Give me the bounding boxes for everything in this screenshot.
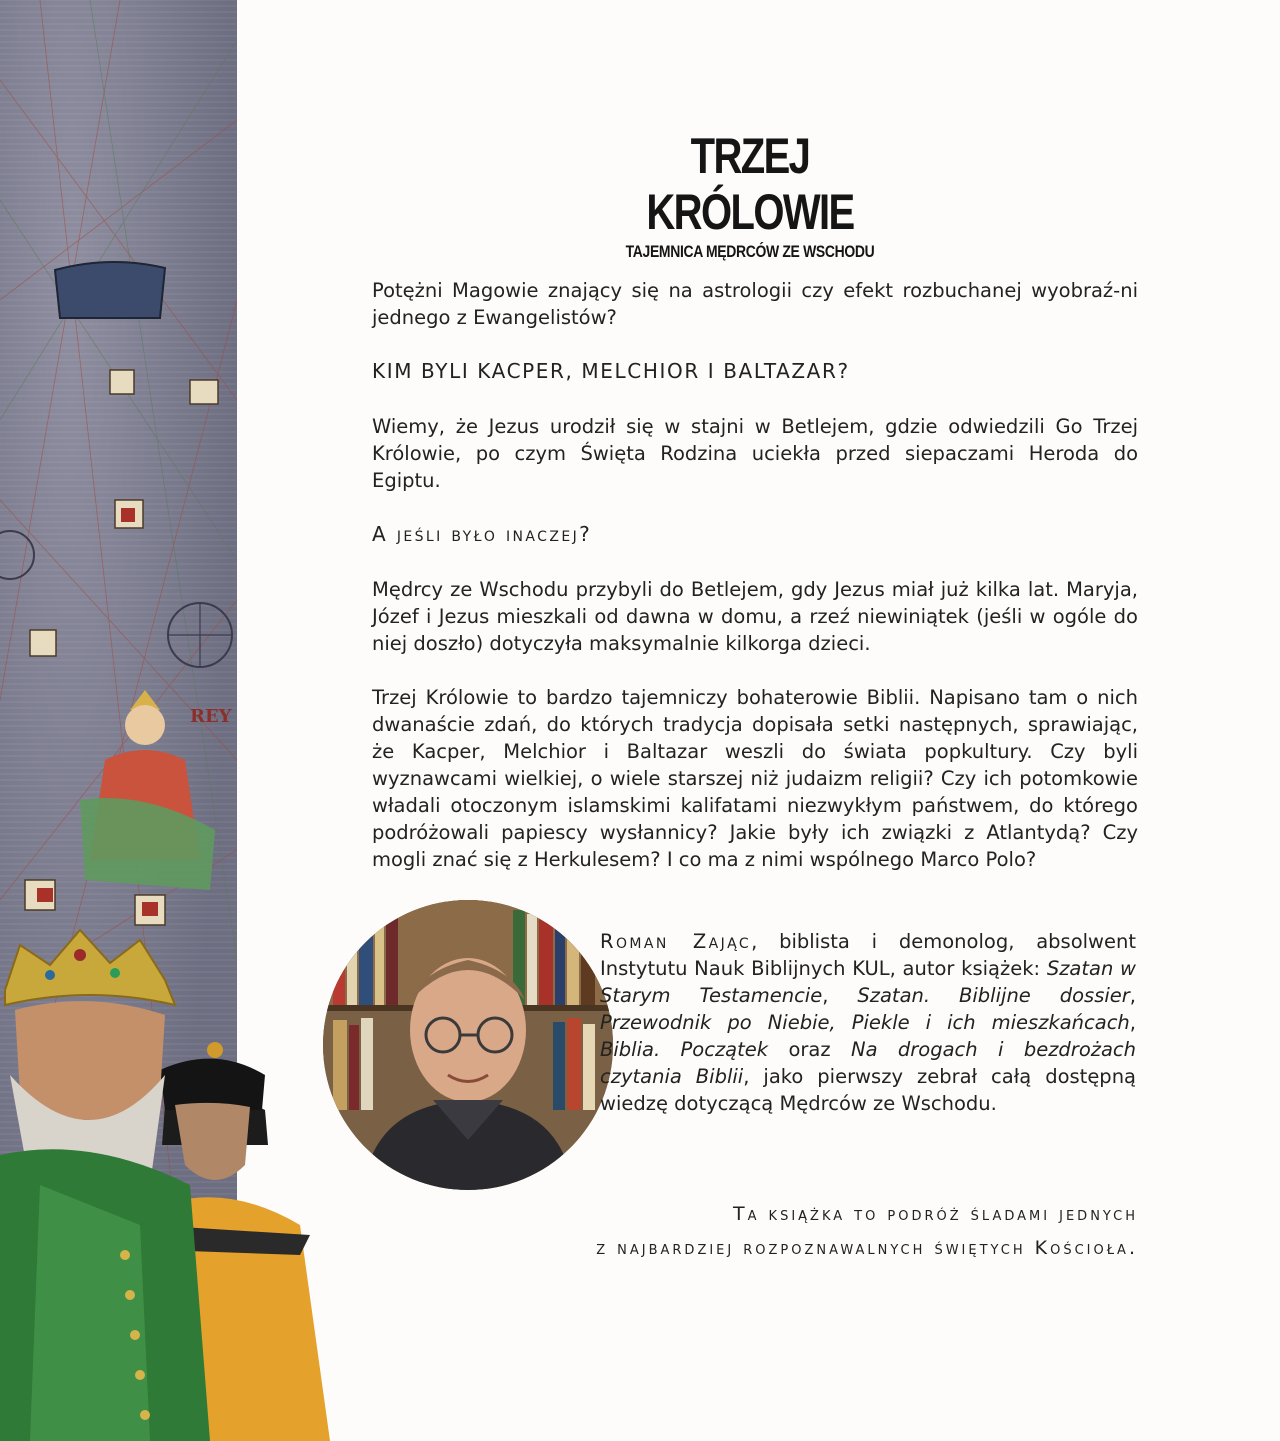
author-bio [600, 928, 1136, 1117]
book-title-block [560, 128, 940, 262]
heading-who-were-they: KIM BYLI KACPER, MELCHIOR I BALTAZAR? [372, 359, 850, 383]
heading-what-if: A jeśli było inaczej? [372, 522, 593, 546]
author-bio-start: , biblista i demonolog, absolwent Instytutu Nauk Biblijnych KUL, autor książek: [600, 930, 1136, 980]
author-name: Roman Zając [600, 930, 752, 953]
separator: , [822, 984, 858, 1007]
map-label-rey: REY [190, 706, 232, 727]
book-na-drogach: Na drogach i bezdrożach czytania Biblii [600, 1038, 1137, 1088]
paragraph-magi-arrival: Mędrcy ze Wschodu przybyli do Betlejem, gdy Jezus miał już kilka lat. Maryja, Józef i Jezus mieszkali od dawna w domu, a rzeź niewiniątek (jeśli w ogóle do niej doszło) dotyczyła maksymalnie kilkorga dzieci. [372, 578, 1138, 655]
author-portrait [323, 900, 613, 1190]
separator: , [1129, 984, 1136, 1007]
separator: , [1129, 1011, 1136, 1034]
book-szatan-st: Szatan w Starym Testamencie [600, 957, 1136, 1007]
intro-paragraph: Potężni Magowie znający się na astrologii czy efekt rozbuchanej wyobraź-ni jednego z Ewangelistów? [372, 279, 1138, 329]
book-subtitle: TAJEMNICA MĘDRCÓW ZE WSCHODU [625, 242, 875, 261]
book-title: TRZEJ KRÓLOWIE [646, 128, 854, 240]
paragraph-birth: Wiemy, że Jezus urodził się w stajni w Betlejem, gdzie odwiedzili Go Trzej Królowie, po czym Święta Rodzina uciekła przed siepaczami Heroda do Egiptu. [372, 415, 1138, 492]
closing-line-1: Ta książka to podróż śladami jednych [733, 1203, 1138, 1225]
three-kings-illustration [0, 925, 330, 1441]
book-szatan-dossier: Szatan. Biblijne dossier [857, 984, 1130, 1007]
book-przewodnik: Przewodnik po Niebie, Piekle i ich mieszkańcach [600, 1011, 1130, 1034]
book-biblia-poczatek: Biblia. Początek [600, 1038, 769, 1061]
closing-line-2: z najbardziej rozpoznawalnych świętych Kościoła. [596, 1237, 1138, 1259]
paragraph-mystery: Trzej Królowie to bardzo tajemniczy bohaterowie Biblii. Napisano tam o nich dwanaście zdań, do których tradycja dopisała setki następnych, sprawiając, że Kacper, Melchior i Baltazar weszli do świata popkultury. Czy byli wyznawcami wielkiej, o wiele starszej niż judaizm religii? Czy ich potomkowie władali otoczonym islamskimi kalifatami niezwykłym państwem, do którego podróżowali papiescy wysłannicy? Jakie były ich związki z Atlantydą? Czy mogli znać się z Herkulesem? I co ma z nimi wspólnego Marco Polo? [372, 686, 1138, 871]
author-photo [323, 900, 613, 1190]
separator: oraz [768, 1038, 851, 1061]
author-bio-end: , jako pierwszy zebrał całą dostępną wiedzę dotyczącą Mędrców ze Wschodu. [600, 1065, 1136, 1115]
